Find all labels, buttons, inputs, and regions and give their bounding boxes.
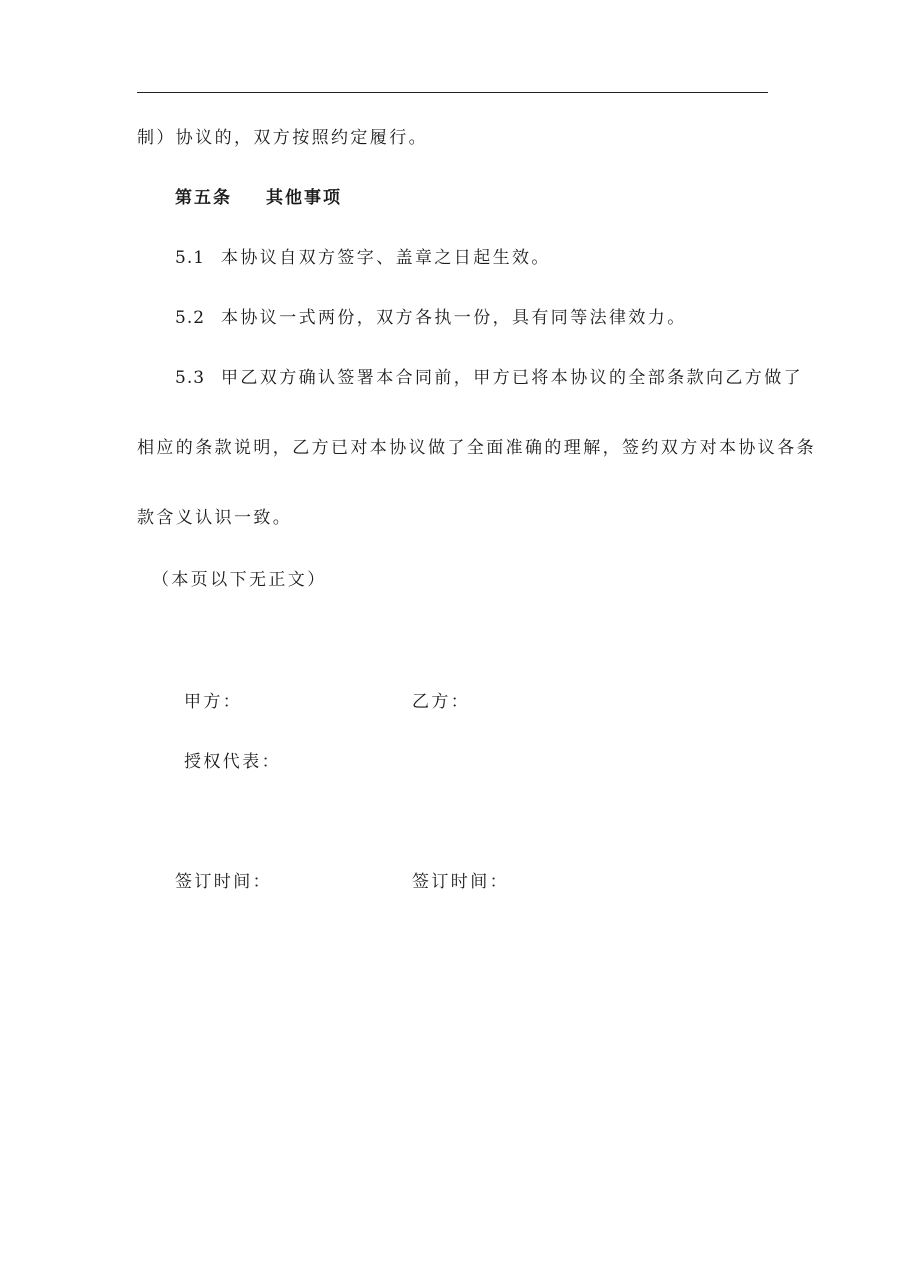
clause-text: 本协议自双方签字、盖章之日起生效。 [221, 248, 551, 268]
clause-text: 甲乙双方确认签署本合同前，甲方已将本协议的全部条款向乙方做了 [221, 368, 803, 388]
header-rule [137, 92, 768, 93]
clause-5-3-line2: 相应的条款说明，乙方已对本协议做了全面准确的理解，签约双方对本协议各条 [137, 438, 816, 458]
section-heading [175, 188, 342, 208]
clause-5-2 [175, 308, 687, 328]
party-a-date-label: 签订时间： [175, 872, 272, 892]
section-heading-number: 第五条 [175, 188, 232, 208]
clause-number: 5.3 [175, 368, 206, 388]
party-a-label: 甲方： [184, 692, 243, 712]
clause-text: 本协议一式两份，双方各执一份，具有同等法律效力。 [221, 308, 687, 328]
clause-number: 5.1 [175, 248, 206, 268]
no-text-note: （本页以下无正文） [152, 570, 327, 590]
clause-5-3 [175, 368, 803, 388]
party-b-date-label: 签订时间： [412, 872, 509, 892]
continuation-text: 制）协议的，双方按照约定履行。 [137, 128, 428, 148]
clause-5-1 [175, 248, 551, 268]
authorized-rep-label: 授权代表： [184, 752, 281, 772]
clause-5-3-line3: 款含义认识一致。 [137, 508, 293, 528]
party-b-label: 乙方： [412, 692, 471, 712]
section-heading-title: 其他事项 [266, 188, 342, 208]
clause-number: 5.2 [175, 308, 206, 328]
